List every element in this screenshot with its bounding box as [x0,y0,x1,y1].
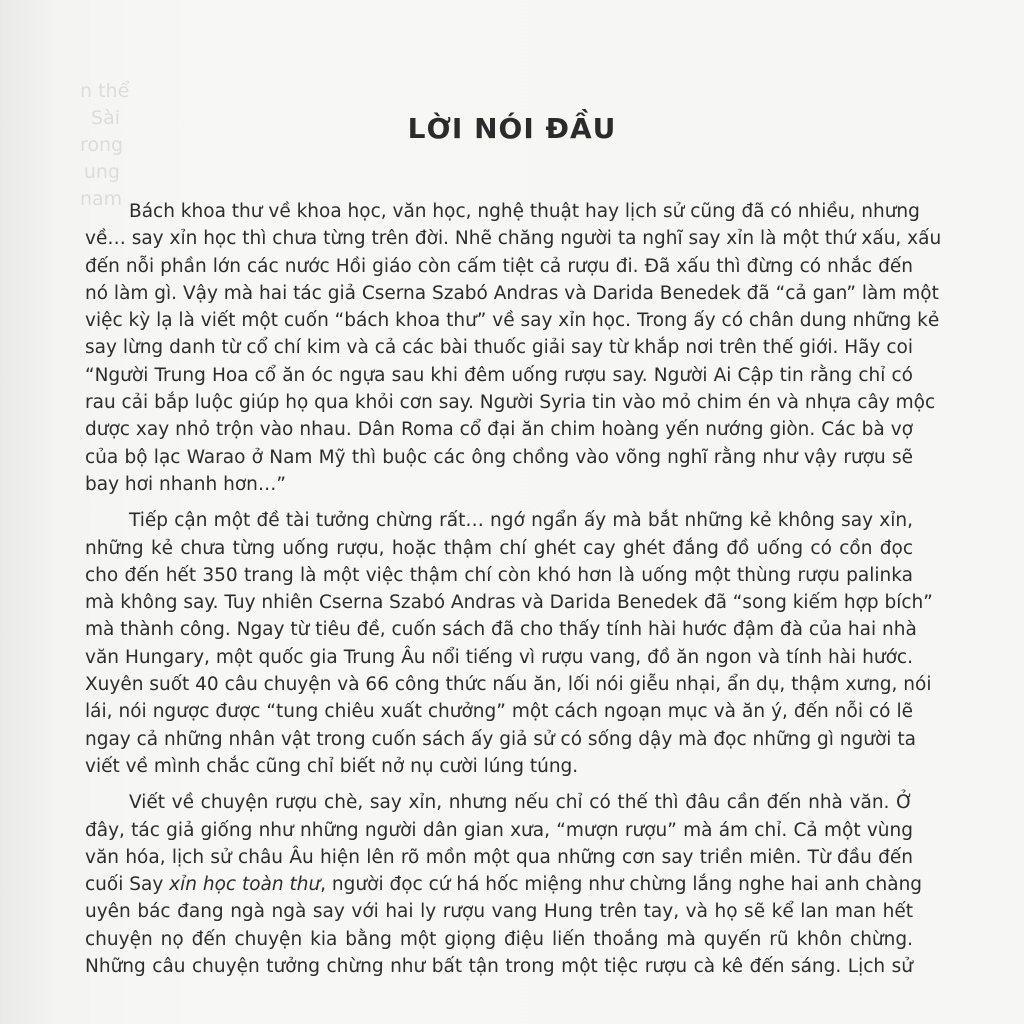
page-body [85,198,942,980]
text-line: của bộ lạc Warao ở Nam Mỹ thì buộc các ông chồng vào võng nghĩ rằng như vậy rượu sẽ [85,446,913,468]
text-line: “Người Trung Hoa cổ ăn óc ngựa sau khi đêm uống rượu say. Người Ai Cập tin rằng chỉ có [85,364,913,386]
text-line: đây, tác giả giống như những người dân gian xưa, “mượn rượu” mà ám chỉ. Cả một vùng [85,819,913,841]
text-line: văn Hungary, một quốc gia Trung Âu nổi tiếng vì rượu vang, đồ ăn ngon và tính hài hước. [85,646,913,668]
text-line: Những câu chuyện tưởng chừng như bất tận trong một tiệc rượu cà kê đến sáng. Lịch sử [85,956,913,978]
text-line: mà thành công. Ngay từ tiêu đề, cuốn sách đã cho thấy tính hài hước đậm đà của hai nhà [85,619,917,641]
bleed-line: rong [80,134,124,156]
text-line: chuyện nọ đến chuyện kia bằng một giọng điệu liến thoắng mà quyến rũ khôn chừng. [85,928,913,950]
text-line: dược xay nhỏ trộn vào nhau. Dân Roma cổ đại ăn chim hoàng yến nướng giòn. Các bà vợ [85,419,913,441]
paragraph [85,507,933,780]
bleed-through-text [80,78,130,213]
text-line: mà không say. Tuy nhiên Cserna Szabó Andras và Darida Benedek đã “song kiếm hợp bích” [85,592,933,614]
text-line: Bách khoa thư về khoa học, văn học, nghệ thuật hay lịch sử cũng đã có nhiều, nhưng [129,201,920,222]
text-line: nó làm gì. Vậy mà hai tác giả Cserna Szabó Andras và Darida Benedek đã “cả gan” làm một [85,282,939,304]
book-title: xỉn học toàn thư [169,874,321,896]
text-line: say lừng danh từ cổ chí kim và cả các bài thuốc giải say từ khắp nơi trên thế giới. Hãy coi [85,337,913,359]
bleed-line: n thể [80,80,130,102]
bleed-line: Sài [91,107,120,129]
paragraph [85,198,942,498]
paragraph [85,789,923,980]
text-line: việc kỳ lạ là viết một cuốn “bách khoa thư” về say xỉn học. Trong ấy có chân dung những kẻ [85,310,940,332]
text-line: rau cải bắp luộc giúp họ qua khỏi cơn say. Người Syria tin vào mỏ chim én và nhựa cây mộc [85,392,936,414]
text-line: Xuyên suốt 40 câu chuyện và 66 công thức nấu ăn, lối nói giễu nhại, ẩn dụ, thậm xưng, nói [85,674,932,696]
page-heading: LỜI NÓI ĐẦU [407,112,617,145]
text-line: văn hóa, lịch sử châu Âu hiện lên rõ mồn một qua những cơn say triền miên. Từ đầu đến [85,846,913,868]
text-line: bay hơi nhanh hơn…” [85,473,286,495]
text-line: cuối Say xỉn học toàn thư, người đọc cứ há hốc miệng như chừng lắng nghe hai anh chàng [85,874,923,896]
text-line: uyên bác đang ngà ngà say với hai ly rượu vang Hung trên tay, và họ sẽ kể lan man hết [85,901,913,923]
text-line: về… say xỉn học thì chưa từng trên đời. Nhẽ chăng người ta nghĩ say xỉn là một thứ xấu, xấu [85,228,942,250]
text-line: cho đến hết 350 trang là một việc thậm chí còn khó hơn là uống một thùng rượu palinka [85,564,913,586]
text-line: lái, nói ngược được “tung chiêu xuất chưởng” một cách ngoạn mục và ăn ý, đến nỗi có lẽ [85,701,913,723]
text-line: viết về mình chắc cũng chỉ biết nở nụ cười lúng túng. [85,755,579,777]
text-line: những kẻ chưa từng uống rượu, hoặc thậm chí ghét cay ghét đắng đồ uống có cồn đọc [85,537,913,559]
bleed-line: ung [83,161,120,183]
text-line: ngay cả những nhân vật trong cuốn sách ấy giả sử có sống dậy mà đọc những gì người ta [85,728,916,750]
text-line: Viết về chuyện rượu chè, say xỉn, nhưng nếu chỉ có thế thì đâu cần đến nhà văn. Ở [129,792,913,814]
text-line: đến nỗi phần lớn các nước Hồi giáo còn cấm tiệt cả rượu đi. Đã xấu thì đừng có nhắc đến [85,255,913,277]
bleed-line: nam [80,188,123,210]
text-line: Tiếp cận một đề tài tưởng chừng rất… ngớ ngẩn ấy mà bắt những kẻ không say xỉn, [129,510,913,532]
